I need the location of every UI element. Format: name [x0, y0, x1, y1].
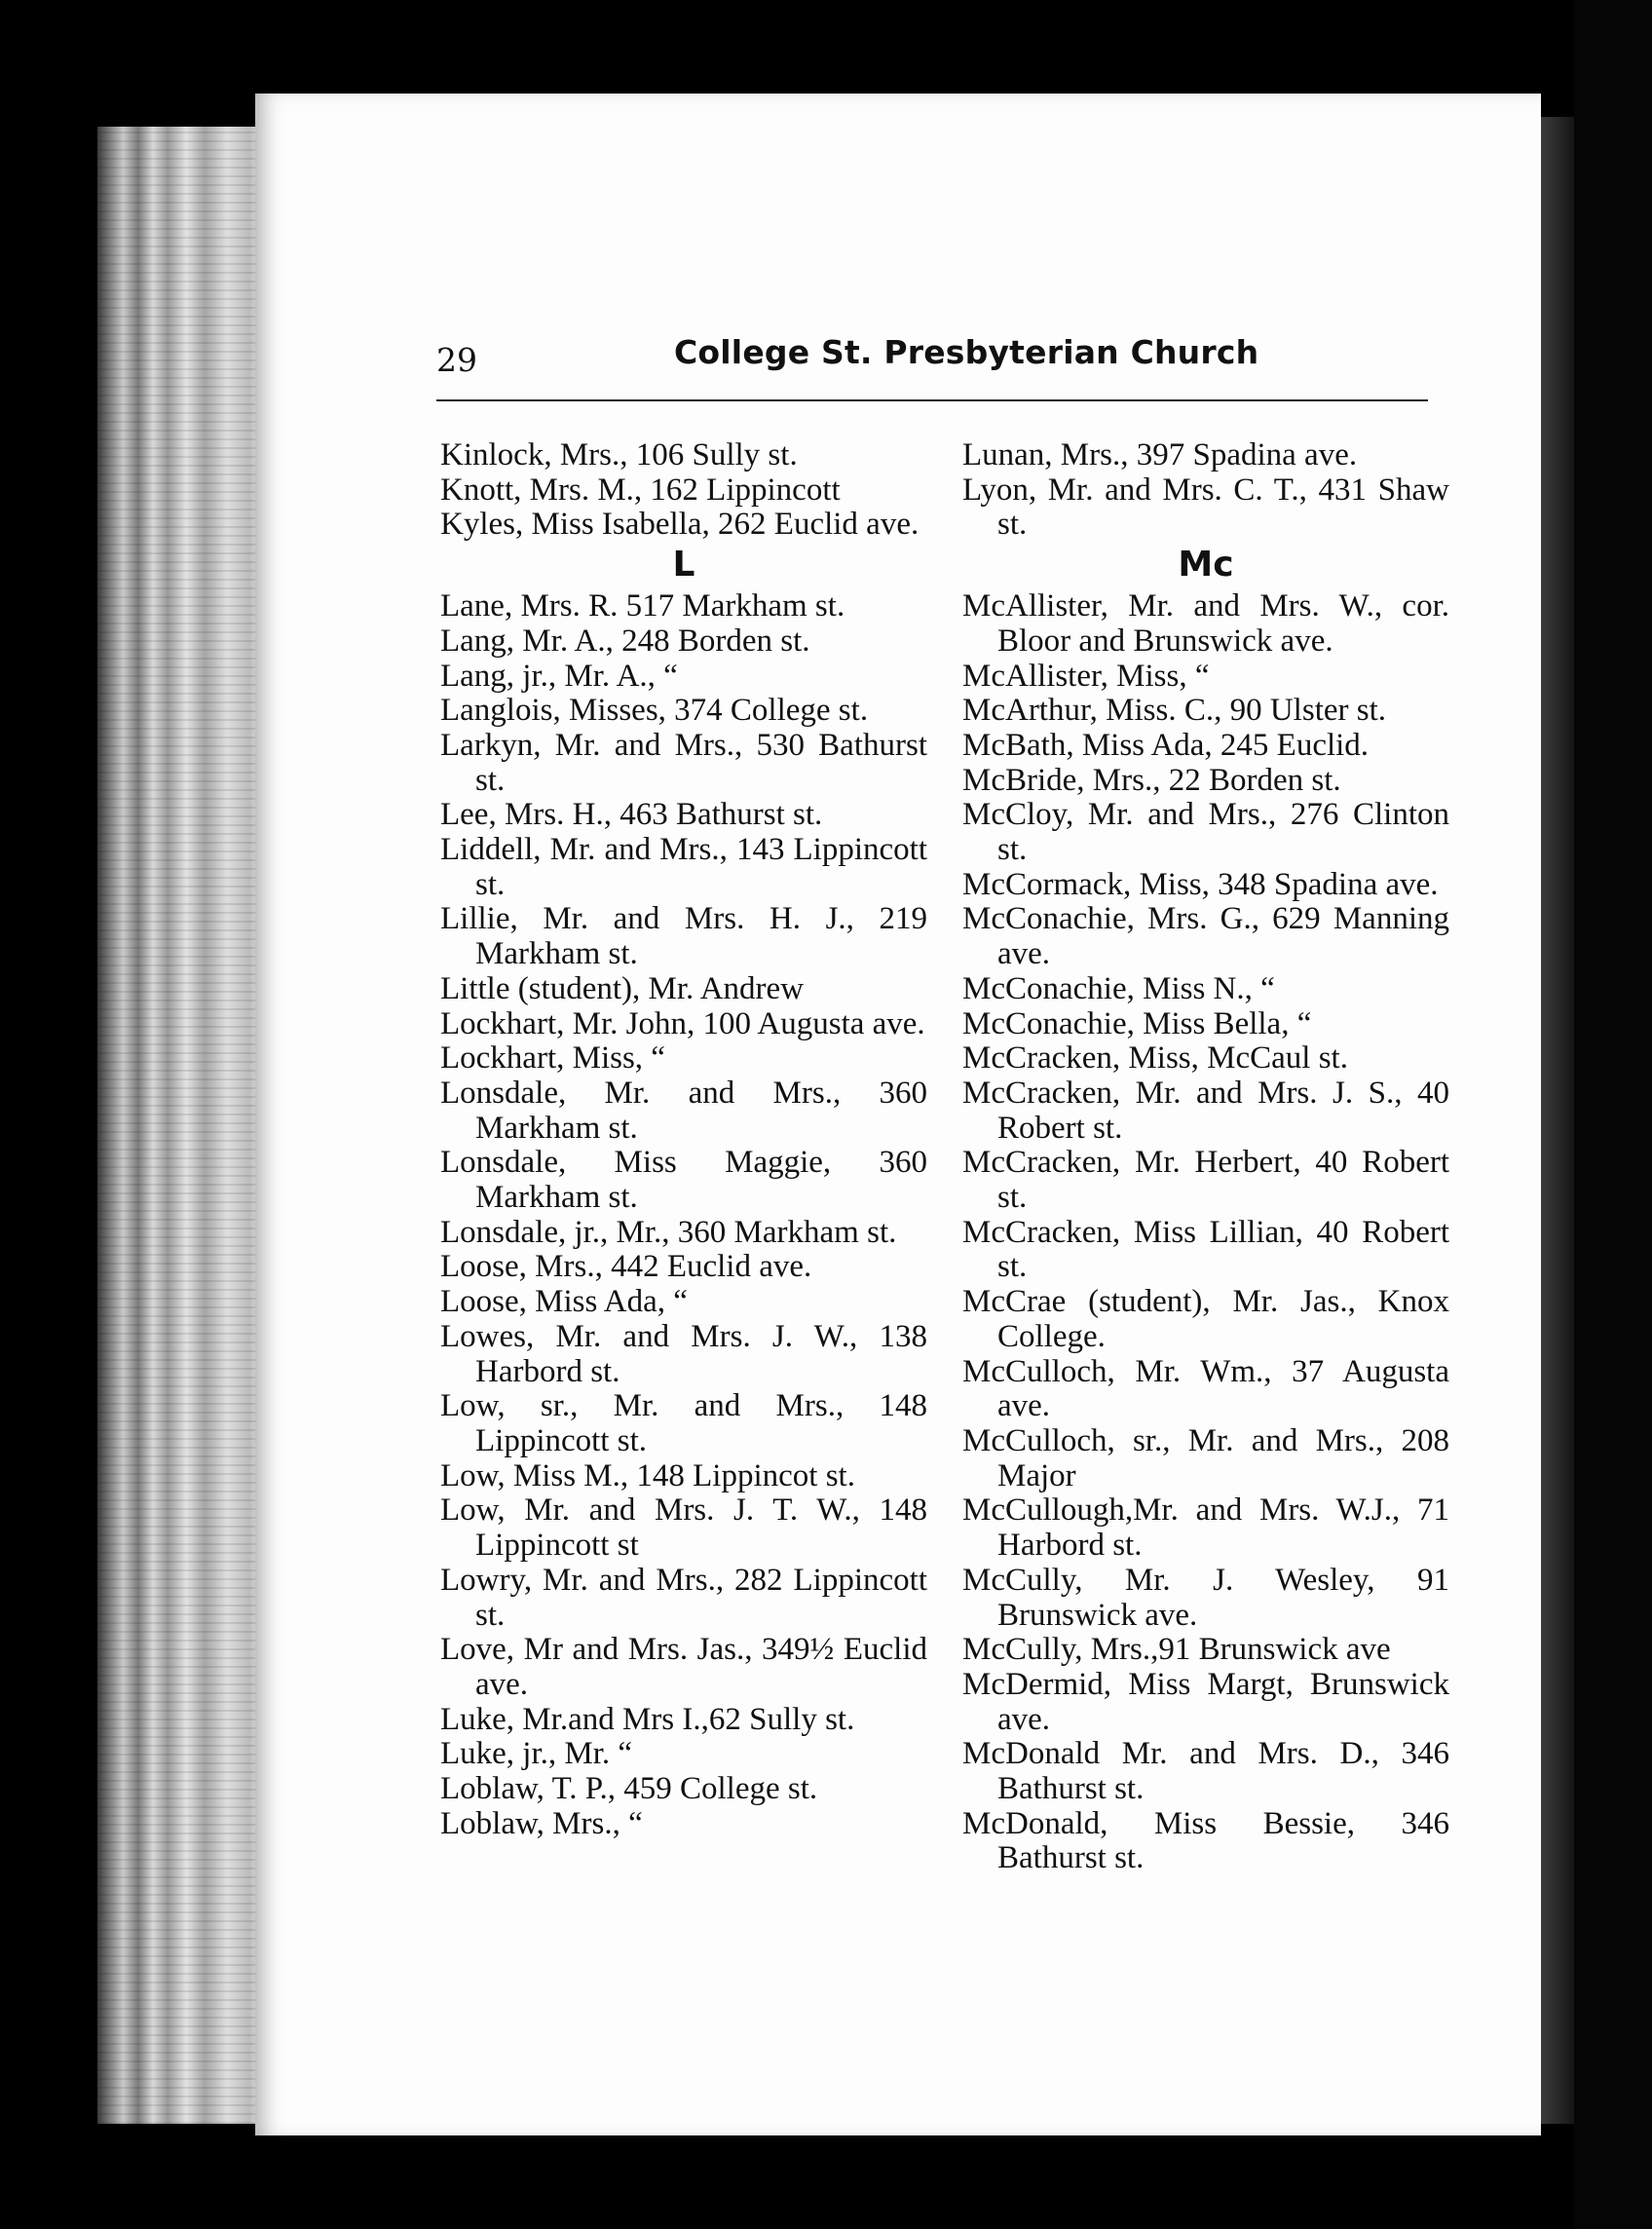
directory-entry: McConachie, Miss N., “	[962, 970, 1275, 1006]
binding-shadow	[1541, 117, 1574, 2124]
directory-entry: McDonald Mr. and Mrs. D., 346 Bathurst st.	[962, 1736, 1449, 1807]
directory-entry: Low, Mr. and Mrs. J. T. W., 148 Lippincott st	[440, 1492, 927, 1564]
right-column	[962, 438, 1449, 1876]
directory-entry: McAllister, Miss, “	[962, 658, 1210, 694]
directory-entry: Low, Miss M., 148 Lippincot st.	[440, 1457, 855, 1493]
directory-entry: Lockhart, Mr. John, 100 Augusta ave.	[440, 1005, 925, 1041]
directory-entry: Langlois, Misses, 374 College st.	[440, 693, 869, 729]
directory-entry: Loblaw, T. P., 459 College st.	[440, 1771, 818, 1807]
directory-entry: Liddell, Mr. and Mrs., 143 Lippincott st.	[440, 832, 927, 902]
directory-entry: Low, sr., Mr. and Mrs., 148 Lippincott st.	[440, 1388, 927, 1458]
directory-entry: Larkyn, Mr. and Mrs., 530 Bathurst st.	[440, 727, 927, 798]
directory-entry: McConachie, Mrs. G., 629 Manning ave.	[962, 901, 1449, 972]
directory-entry: Lang, Mr. A., 248 Borden st.	[440, 623, 810, 659]
left-column	[440, 438, 927, 1841]
directory-entry: McDermid, Miss Margt, Brunswick ave.	[962, 1666, 1449, 1737]
directory-entry: McCracken, Miss, McCaul st.	[962, 1040, 1348, 1077]
directory-entry: McCracken, Miss Lillian, 40 Robert st.	[962, 1214, 1449, 1285]
scan-border	[1574, 0, 1652, 2229]
directory-entry: McDonald, Miss Bessie, 346 Bathurst st.	[962, 1805, 1449, 1876]
directory-entry: McCullough,Mr. and Mrs. W.J., 71 Harbord st.	[962, 1492, 1449, 1564]
section-heading: L	[672, 545, 695, 586]
page-header	[436, 327, 1430, 396]
directory-entry: Luke, Mr.and Mrs I.,62 Sully st.	[440, 1701, 855, 1737]
directory-entry: McConachie, Miss Bella, “	[962, 1005, 1312, 1041]
directory-entry: McCormack, Miss, 348 Spadina ave.	[962, 866, 1439, 902]
directory-entry: Lee, Mrs. H., 463 Bathurst st.	[440, 797, 823, 833]
directory-entry: Loblaw, Mrs., “	[440, 1805, 643, 1841]
directory-entry: McArthur, Miss. C., 90 Ulster st.	[962, 693, 1387, 729]
directory-entry: McCrae (student), Mr. Jas., Knox College.	[962, 1284, 1449, 1354]
directory-entry: Lonsdale, Mr. and Mrs., 360 Markham st.	[440, 1075, 927, 1146]
directory-entry: McCully, Mr. J. Wesley, 91 Brunswick ave.	[962, 1562, 1449, 1633]
directory-entry: McAllister, Mr. and Mrs. W., cor. Bloor and Brunswick ave.	[962, 588, 1449, 659]
directory-entry: McCully, Mrs.,91 Brunswick ave	[962, 1632, 1391, 1668]
directory-entry: Knott, Mrs. M., 162 Lippincott	[440, 472, 841, 508]
directory-entry: Luke, jr., Mr. “	[440, 1736, 633, 1772]
running-title: College St. Presbyterian Church	[674, 333, 1259, 371]
directory-entry: Lillie, Mr. and Mrs. H. J., 219 Markham st.	[440, 901, 927, 972]
section-heading: Mc	[1178, 545, 1234, 586]
directory-entry: McCulloch, Mr. Wm., 37 Augusta ave.	[962, 1353, 1449, 1424]
directory-entry: Lockhart, Miss, “	[440, 1040, 665, 1077]
directory-entry: McCloy, Mr. and Mrs., 276 Clinton st.	[962, 797, 1449, 868]
directory-entry: Loose, Mrs., 442 Euclid ave.	[440, 1249, 812, 1285]
header-rule	[436, 399, 1428, 401]
directory-entry: Lowes, Mr. and Mrs. J. W., 138 Harbord st.	[440, 1318, 927, 1389]
directory-entry: Lonsdale, jr., Mr., 360 Markham st.	[440, 1214, 897, 1250]
directory-entry: Love, Mr and Mrs. Jas., 349½ Euclid ave.	[440, 1632, 927, 1702]
directory-entry: Lowry, Mr. and Mrs., 282 Lippincott st.	[440, 1562, 927, 1633]
directory-entry: Little (student), Mr. Andrew	[440, 970, 805, 1006]
page-number: 29	[436, 341, 477, 379]
directory-entry: Lang, jr., Mr. A., “	[440, 658, 678, 694]
directory-entry: Lyon, Mr. and Mrs. C. T., 431 Shaw st.	[962, 472, 1449, 543]
directory-entry: Lunan, Mrs., 397 Spadina ave.	[962, 437, 1358, 472]
directory-entry: McCracken, Mr. Herbert, 40 Robert st.	[962, 1145, 1449, 1216]
directory-entry: Loose, Miss Ada, “	[440, 1284, 688, 1320]
directory-entry: McBride, Mrs., 22 Borden st.	[962, 762, 1341, 798]
directory-entry: Lane, Mrs. R. 517 Markham st.	[440, 588, 845, 624]
directory-entry: McCulloch, sr., Mr. and Mrs., 208 Major	[962, 1422, 1449, 1493]
directory-entry: McCracken, Mr. and Mrs. J. S., 40 Robert st.	[962, 1075, 1449, 1146]
directory-entry: McBath, Miss Ada, 245 Euclid.	[962, 727, 1370, 763]
directory-entry: Kinlock, Mrs., 106 Sully st.	[440, 437, 798, 472]
directory-entry: Kyles, Miss Isabella, 262 Euclid ave.	[440, 507, 920, 543]
directory-entry: Lonsdale, Miss Maggie, 360 Markham st.	[440, 1145, 927, 1216]
